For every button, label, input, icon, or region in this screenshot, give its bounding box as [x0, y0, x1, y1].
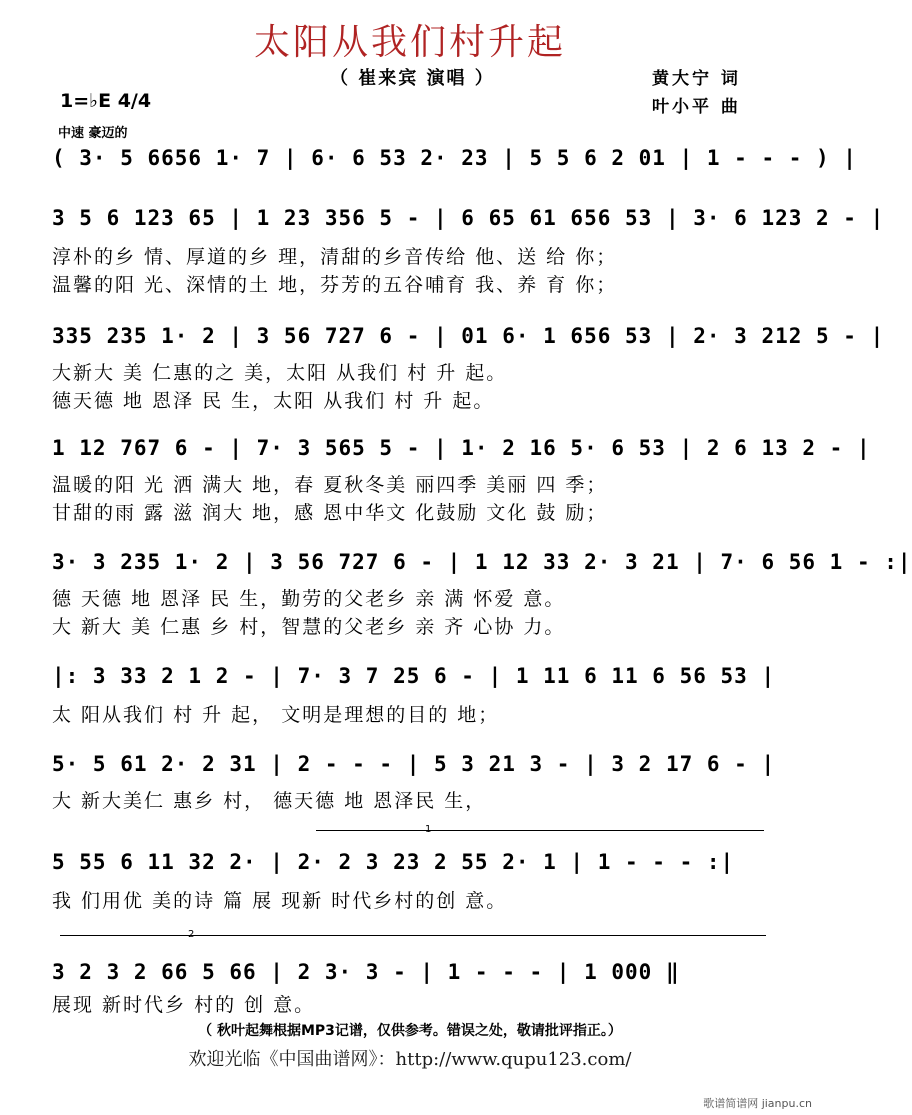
transcription-note: （ 秋叶起舞根据MP3记谱，仅供参考。错误之处，敬请批评指正。） [198, 1023, 622, 1039]
notation-line: 5 55 6 11 32 2· | 2· 2 3 23 2 55 2· 1 | 1 - - - :| [52, 850, 735, 874]
notation-line: 1 12 767 6 - | 7· 3 565 5 - | 1· 2 16 5· 6 53 | 2 6 13 2 - | [52, 436, 871, 460]
notation-line: 3· 3 235 1· 2 | 3 56 727 6 - | 1 12 33 2· 3 21 | 7· 6 56 1 - :| [52, 550, 912, 574]
lyricist-credit: 黄大宁 词 [652, 69, 741, 89]
score-line-2 [0, 324, 885, 412]
notation-line: 335 235 1· 2 | 3 56 727 6 - | 01 6· 1 656 53 | 2· 3 212 5 - | [52, 324, 885, 348]
ending-bracket-1 [316, 830, 764, 831]
lyric-verse-1: 德 天德 地 恩泽 民 生，勤劳的父老乡 亲 满 怀爱 意。 [52, 588, 566, 610]
score-line-4 [0, 550, 912, 638]
score-line-6 [0, 752, 820, 812]
song-title: 太阳从我们村升起 [253, 22, 566, 63]
lyric-line: 大 新大美仁 惠乡 村， 德天德 地 恩泽民 生， [52, 790, 487, 812]
lyric-verse-1: 大新大 美 仁惠的之 美，太阳 从我们 村 升 起。 [52, 362, 508, 384]
score-line-1 [0, 206, 885, 296]
score-line-5 [0, 664, 820, 726]
notation-line: 5· 5 61 2· 2 31 | 2 - - - | 5 3 21 3 - | 3 2 17 6 - | [52, 752, 776, 776]
notation-line: 3 2 3 2 66 5 66 | 2 3· 3 - | 1 - - - | 1 000 ‖ [52, 960, 680, 984]
key-signature: 1=♭E 4/4 [60, 90, 152, 112]
lyric-verse-2: 甘甜的雨 露 滋 润大 地，感 恩中华文 化鼓励 文化 鼓 励； [52, 502, 608, 524]
tempo-marking: 中速 豪迈的 [58, 126, 128, 141]
notation-line: ( 3· 5 6656 1· 7 | 6· 6 53 2· 23 | 5 5 6 2 01 | 1 - - - ) | [52, 146, 857, 170]
ending-bracket-2 [60, 935, 766, 936]
score-line-3 [0, 436, 871, 524]
ending-number-2: 2 [188, 929, 195, 940]
lyric-verse-2: 温馨的阳 光、深情的土 地，芬芳的五谷哺育 我、养 育 你； [52, 274, 618, 296]
lyric-line: 我 们用优 美的诗 篇 展 现新 时代乡村的创 意。 [52, 890, 508, 912]
notation-line: |: 3 33 2 1 2 - | 7· 3 7 25 6 - | 1 11 6 11 6 56 53 | [52, 664, 776, 688]
notation-line: 3 5 6 123 65 | 1 23 356 5 - | 6 65 61 656 53 | 3· 6 123 2 - | [52, 206, 885, 230]
singer-credit: （ 崔来宾 演唱 ） [330, 68, 495, 89]
lyric-verse-2: 大 新大 美 仁惠 乡 村，智慧的父老乡 亲 齐 心协 力。 [52, 616, 566, 638]
score-line-7 [0, 850, 820, 912]
site-link[interactable]: 欢迎光临《中国曲谱网》：http://www.qupu123.com/ [188, 1049, 632, 1070]
lyric-verse-1: 温暖的阳 光 洒 满大 地，春 夏秋冬美 丽四季 美丽 四 季； [52, 474, 608, 496]
score-line-8 [0, 960, 820, 1016]
composer-credit: 叶小平 曲 [652, 97, 741, 117]
lyric-verse-1: 淳朴的乡 情、厚道的乡 理，清甜的乡音传给 他、送 给 你； [52, 246, 618, 268]
ending-number-1: 1 [425, 824, 432, 835]
watermark: 歌谱简谱网 jianpu.cn [703, 1097, 812, 1110]
lyric-line: 展现 新时代乡 村的 创 意。 [52, 994, 316, 1016]
score-line-intro [0, 146, 857, 174]
lyric-line: 太 阳从我们 村 升 起， 文明是理想的目的 地； [52, 704, 500, 726]
lyric-verse-2: 德天德 地 恩泽 民 生，太阳 从我们 村 升 起。 [52, 390, 495, 412]
